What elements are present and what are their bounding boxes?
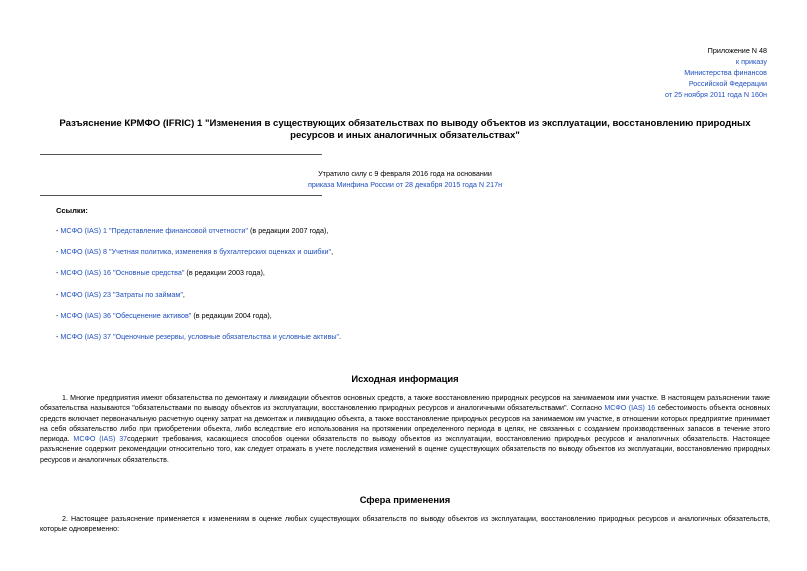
paragraph-2: 2. Настоящее разъяснение применяется к изменениям в оценке любых существующих обязательств по выводу объектов из эксплуатации, восстановлению природных ресурсов и аналогичных обязательств, которые одновременно:: [40, 515, 770, 534]
divider-bottom: [40, 195, 322, 196]
status-block: [40, 168, 770, 190]
ref-link[interactable]: МСФО (IAS) 1 "Представление финансовой отчетности": [60, 226, 248, 235]
paragraph-text: себестоимость объекта основных средств включает первоначальную расчетную оценку затрат на демонтаж и ликвидацию объекта, а также восстановление природных ресурсов на занимаемом им участке, в отношении которых предприятие принимает на себя обязательство либо при приобретении объекта, либо вследствие его использования на протяжении определенного периода в целях, не связанных с созданием производственных запасов в течение этого периода.: [40, 404, 771, 444]
ref-link[interactable]: МСФО (IAS) 23 "Затраты по займам": [60, 290, 183, 299]
ref-item: - МСФО (IAS) 37 "Оценочные резервы, условные обязательства и условные активы".: [56, 332, 342, 341]
ref-item: - МСФО (IAS) 16 "Основные средства" (в редакции 2003 года),: [56, 268, 265, 277]
document-title: Разъяснение КРМФО (IFRIC) 1 "Изменения в существующих обязательствах по выводу объектов из эксплуатации, восстановлению природных ресурсов и иных аналогичных обязательствах": [59, 118, 751, 141]
ias16-link[interactable]: МСФО (IAS) 16: [604, 404, 656, 413]
section-heading: Сфера применения: [359, 494, 451, 505]
ref-note: ,: [182, 290, 185, 299]
appendix-number: Приложение N 48: [707, 46, 767, 55]
paragraph-text: 1. Многие предприятия имеют обязательства по демонтажу и ликвидации объектов основных средств, а также восстановлению природных ресурсов на занимаемом ими участке. В настоящем разъяснении такие обязательства называются "обязательствами по выводу объектов из эксплуатации, восстановлению природных ресурсов и аналогичными обязательствами". Согласно: [40, 394, 770, 413]
ref-link[interactable]: МСФО (IAS) 37 "Оценочные резервы, условные обязательства и условные активы": [60, 332, 340, 341]
paragraph-text: содержит требования, касающиеся способов оценки обязательств по выводу объектов из эксплуатации, восстановлению природных ресурсов и аналогичных обязательств. Настоящее разъяснение содержит рекомендации относительно того, как следует отражать в учете последствия изменений в оценке существующих обязательств по выводу объектов из эксплуатации, восстановлению природных ресурсов и аналогичных обязательств.: [40, 435, 771, 464]
ref-note: (в редакции 2007 года),: [247, 226, 329, 235]
ref-note: (в редакции 2004 года),: [191, 311, 272, 320]
divider-top: [40, 154, 322, 155]
appendix-date-link[interactable]: от 25 ноября 2011 года N 160н: [665, 90, 767, 99]
ref-note: ,: [331, 247, 334, 256]
section-heading: Исходная информация: [351, 373, 459, 384]
appendix-country-link[interactable]: Российской Федерации: [688, 79, 767, 88]
refs-heading: Ссылки:: [56, 206, 88, 215]
ref-link[interactable]: МСФО (IAS) 8 "Учетная политика, изменения в бухгалтерских оценках и ошибки": [60, 247, 332, 256]
status-text: Утратило силу с 9 февраля 2016 года на основании: [318, 169, 492, 178]
ias37-link[interactable]: МСФО (IAS) 37: [73, 435, 128, 444]
ref-note: .: [339, 332, 342, 341]
appendix-ministry-link[interactable]: Министерства финансов: [684, 68, 767, 77]
ref-link[interactable]: МСФО (IAS) 36 "Обесценение активов": [60, 311, 192, 320]
appendix-order-link[interactable]: к приказу: [735, 57, 767, 66]
paragraph-1: [40, 393, 770, 465]
ref-link[interactable]: МСФО (IAS) 16 "Основные средства": [60, 268, 185, 277]
ref-note: (в редакции 2003 года),: [184, 268, 265, 277]
ref-item: - МСФО (IAS) 1 "Представление финансовой отчетности" (в редакции 2007 года),: [56, 226, 329, 235]
ref-item: - МСФО (IAS) 23 "Затраты по займам",: [56, 290, 185, 299]
status-order-link[interactable]: приказа Минфина России от 28 декабря 2015 года N 217н: [307, 180, 503, 189]
ref-item: - МСФО (IAS) 8 "Учетная политика, изменения в бухгалтерских оценках и ошибки",: [56, 247, 334, 256]
ref-item: - МСФО (IAS) 36 "Обесценение активов" (в редакции 2004 года),: [56, 311, 272, 320]
appendix-block: [665, 45, 767, 100]
